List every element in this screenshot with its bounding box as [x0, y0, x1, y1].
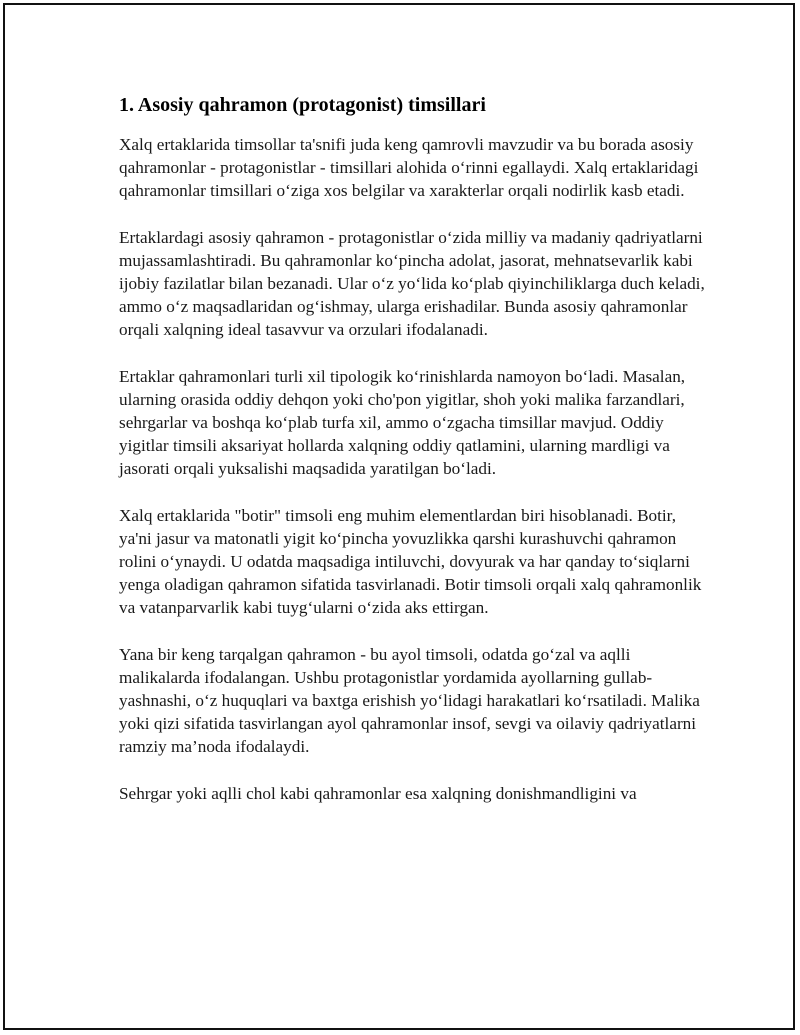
paragraph: Sehrgar yoki aqlli chol kabi qahramonlar esa xalqning donishmandligini va	[119, 784, 637, 803]
paragraph: Yana bir keng tarqalgan qahramon - bu ayol timsoli, odatda go‘zal va aqlli malikalarda ifodalangan. Ushbu protagonistlar yordamida ayollarning gullab-yashnashi, o‘z huquqlari va baxtga erishish yo‘lidagi harakatlari ko‘rsatiladi. Malika yoki qizi sifatida tasvirlangan ayol qahramonlar insof, sevgi va oilaviy qadriyatlarni ramziy ma’noda ifodalaydi.	[119, 645, 700, 756]
paragraph: Ertaklar qahramonlari turli xil tipologik ko‘rinishlarda namoyon bo‘ladi. Masalan, ularning orasida oddiy dehqon yoki cho'pon yigitlar, shoh yoki malika farzandlari, sehrgarlar va boshqa ko‘plab turfa xil, ammo o‘zgacha timsillar mavjud. Oddiy yigitlar timsili aksariyat hollarda xalqning oddiy qatlamini, ularning mardligi va jasorati orqali yuksalishi maqsadida yaratilgan bo‘ladi.	[119, 367, 686, 478]
document-body	[119, 91, 709, 829]
section-heading: 1. Asosiy qahramon (protagonist) timsillari	[119, 94, 486, 116]
paragraph: Xalq ertaklarida "botir" timsoli eng muhim elementlardan biri hisoblanadi. Botir, ya'ni jasur va matonatli yigit ko‘pincha yovuzlikka qarshi kurashuvchi qahramon rolini o‘ynaydi. U odatda maqsadiga intiluvchi, dovyurak va har qanday to‘siqlarni yenga oladigan qahramon sifatida tasvirlanadi. Botir timsoli orqali xalq qahramonlik va vatanparvarlik kabi tuyg‘ularni o‘zida aks ettirgan.	[119, 506, 702, 617]
paragraph: Xalq ertaklarida timsollar ta'snifi juda keng qamrovli mavzudir va bu borada asosiy qahramonlar - protagonistlar - timsillari alohida o‘rinni egallaydi. Xalq ertaklaridagi qahramonlar timsillari o‘ziga xos belgilar va xarakterlar orqali nodirlik kasb etadi.	[119, 135, 699, 200]
document-page	[3, 3, 795, 1030]
paragraph: Ertaklardagi asosiy qahramon - protagonistlar o‘zida milliy va madaniy qadriyatlarni mujassamlashtiradi. Bu qahramonlar ko‘pincha adolat, jasorat, mehnatsevarlik kabi ijobiy fazilatlar bilan bezanadi. Ular o‘z yo‘lida ko‘plab qiyinchiliklarga duch keladi, ammo o‘z maqsadlaridan og‘ishmay, ularga erishadilar. Bunda asosiy qahramonlar orqali xalqning ideal tasavvur va orzulari ifodalanadi.	[119, 228, 705, 339]
